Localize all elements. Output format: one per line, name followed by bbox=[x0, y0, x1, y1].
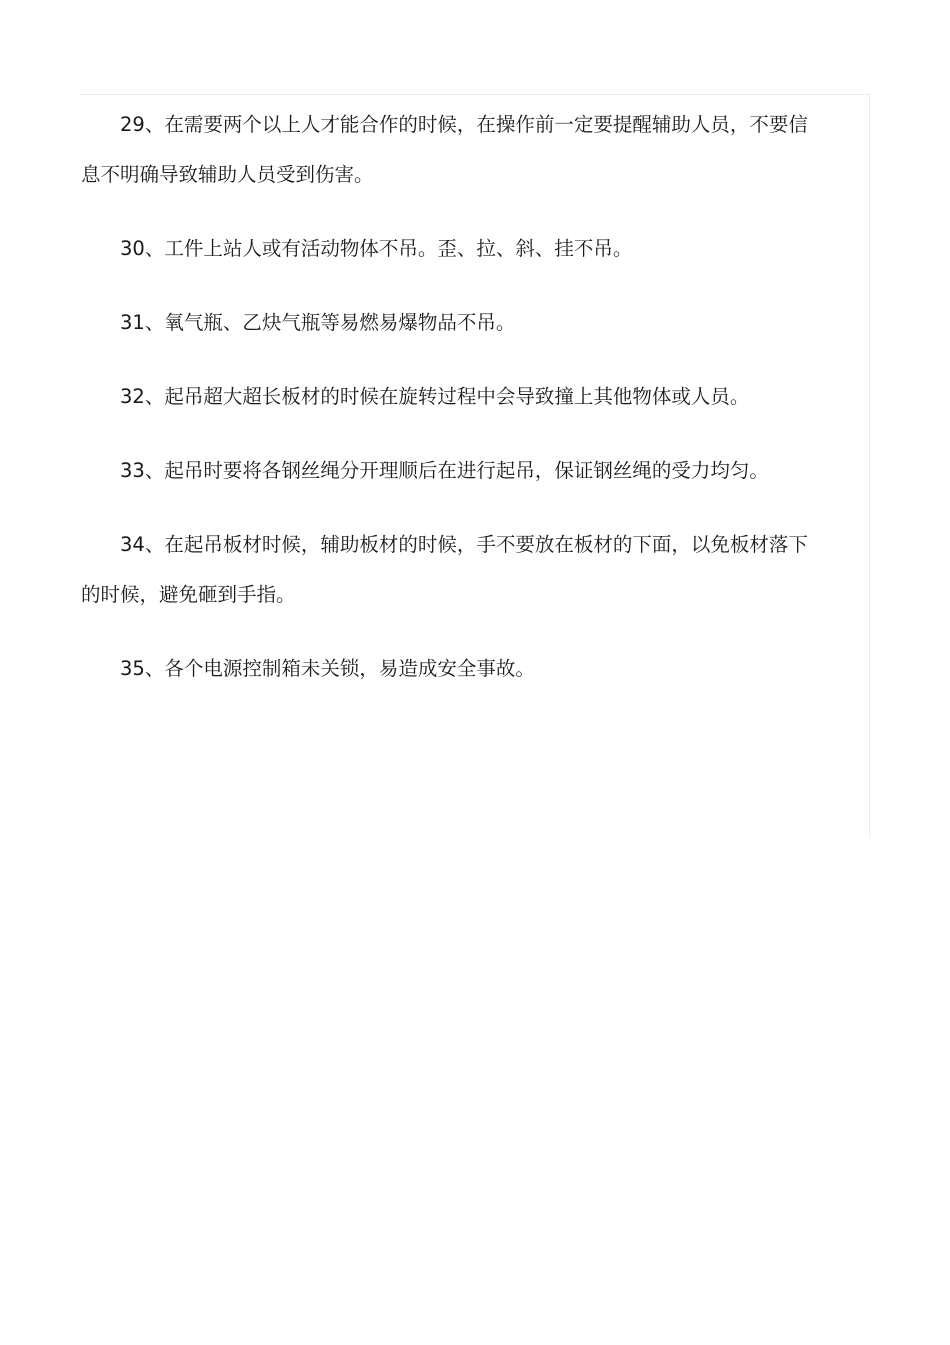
paragraph-33: 33、起吊时要将各钢丝绳分开理顺后在进行起吊，保证钢丝绳的受力均匀。 bbox=[120, 459, 769, 482]
page-frame-right-border bbox=[869, 94, 870, 838]
document-body bbox=[81, 100, 811, 718]
paragraph-30: 30、工件上站人或有活动物体不吊。歪、拉、斜、挂不吊。 bbox=[120, 237, 633, 260]
paragraph-31: 31、氧气瓶、乙炔气瓶等易燃易爆物品不吊。 bbox=[120, 311, 516, 334]
paragraph-29: 29、在需要两个以上人才能合作的时候，在操作前一定要提醒辅助人员，不要信息不明确导致辅助人员受到伤害。 bbox=[81, 113, 808, 186]
paragraph-32: 32、起吊超大超长板材的时候在旋转过程中会导致撞上其他物体或人员。 bbox=[120, 385, 750, 408]
page-frame-top-border bbox=[80, 94, 870, 95]
paragraph-34: 34、在起吊板材时候，辅助板材的时候，手不要放在板材的下面，以免板材落下的时候，避免砸到手指。 bbox=[81, 533, 808, 606]
paragraph-35: 35、各个电源控制箱未关锁，易造成安全事故。 bbox=[120, 657, 535, 680]
